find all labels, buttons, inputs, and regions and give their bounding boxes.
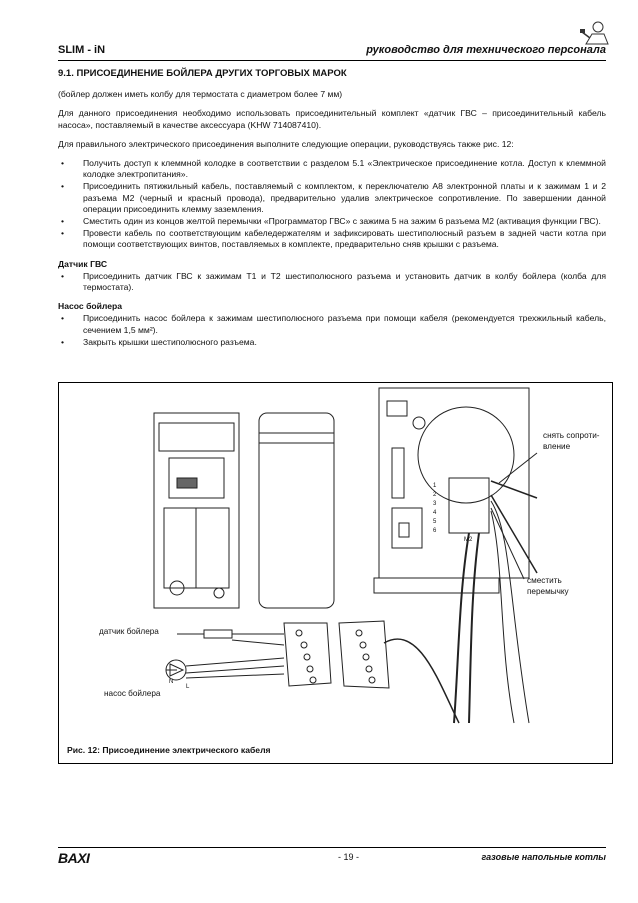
connector-m2-label: M2 xyxy=(464,537,473,543)
paragraph-kit: Для данного присоединения необходимо использовать присоединительный комплект «датчик ГВС – присоединительный кабель насоса», поставляемый в качестве аксессуара (KHW 714087410). xyxy=(58,108,606,130)
list-item: • Закрыть крышки шестиполюсного разъема. xyxy=(58,337,606,348)
list-item: • Провести кабель по соответствующим кабеледержателям и зафиксировать шестиполюсный разъем в задней части котла при помощи соответствующих винтов, поставляемых в комплекте, предварительно сняв крышки с разъема. xyxy=(58,228,606,250)
wiring-diagram xyxy=(59,383,612,763)
boiler-casing-view xyxy=(259,413,334,608)
list-item: • Получить доступ к клеммной колодке в соответствии с разделом 5.1 «Электрическое присоединение котла. Доступ к клеммной колодке электропитания». xyxy=(58,158,606,180)
remove-resistor-label: снять сопроти-вление xyxy=(543,431,600,451)
page-number: - 19 - xyxy=(338,852,360,862)
six-pole-connector-right xyxy=(339,621,389,688)
pump-heading: Насос бойлера xyxy=(58,301,123,312)
sensor-heading: Датчик ГВС xyxy=(58,258,108,269)
section-title: 9.1. ПРИСОЕДИНЕНИЕ БОЙЛЕРА ДРУГИХ ТОРГОВЫХ МАРОК xyxy=(58,68,347,79)
footer-category: газовые напольные котлы xyxy=(481,852,606,862)
terminal-6-label: 6 xyxy=(433,528,437,534)
header-model: SLIM - iN xyxy=(58,44,106,56)
list-item: • Присоединить пятижильный кабель, поставляемый с комплектом, к переключателю A8 электронной платы и к зажимам 1 и 2 разъема M2 (черный и красный провода), предварительно удалив электрическое сопротивление. По завершении данной операции присоединить клемму заземления. xyxy=(58,181,606,215)
sensor-pump-cables xyxy=(166,630,284,680)
boiler-front-view xyxy=(154,413,239,608)
note-text: (бойлер должен иметь колбу для термостата с диаметром более 7 мм) xyxy=(58,89,343,100)
page-header xyxy=(58,44,606,61)
technician-logo-icon xyxy=(578,18,612,48)
pump-list xyxy=(58,313,606,348)
terminal-5-label: 5 xyxy=(433,519,437,525)
page-content xyxy=(58,68,606,354)
figure-caption: Рис. 12: Присоединение электрического кабеля xyxy=(67,745,271,755)
list-item: • Присоединить насос бойлера к зажимам шестиполюсного разъема при помощи кабеля (рекомендуется трехжильный кабель, сечением 1,5 мм²). xyxy=(58,313,606,335)
brand-logo: BAXI xyxy=(58,850,90,866)
pump-terminal-l: L xyxy=(186,684,190,690)
terminal-4-label: 4 xyxy=(433,510,437,516)
figure-frame xyxy=(58,382,613,764)
boiler-sensor-label: датчик бойлера xyxy=(99,627,159,636)
boiler-pump-label: насос бойлера xyxy=(104,689,161,698)
paragraph-instructions: Для правильного электрического присоединения выполните следующие операции, руководствуясь также рис. 12: xyxy=(58,138,514,149)
move-jumper-label: сместить перемычку xyxy=(527,576,569,596)
page-footer xyxy=(58,847,606,866)
six-pole-connector-left xyxy=(284,623,331,686)
sensor-list xyxy=(58,271,606,293)
header-manual-title: руководство для технического персонала xyxy=(366,44,606,56)
terminal-2-label: 2 xyxy=(433,492,437,498)
steps-list xyxy=(58,158,606,251)
pump-terminal-n: N xyxy=(169,679,174,685)
list-item: • Присоединить датчик ГВС к зажимам T1 и T2 шестиполюсного разъема и установить датчик в колбу бойлера (колба для термостата). xyxy=(58,271,606,293)
terminal-1-label: 1 xyxy=(433,483,437,489)
terminal-3-label: 3 xyxy=(433,501,437,507)
list-item: • Сместить один из концов желтой перемычки «Программатор ГВС» с зажима 5 на зажим 6 разъема M2 (активация функции ГВС). xyxy=(58,216,606,227)
